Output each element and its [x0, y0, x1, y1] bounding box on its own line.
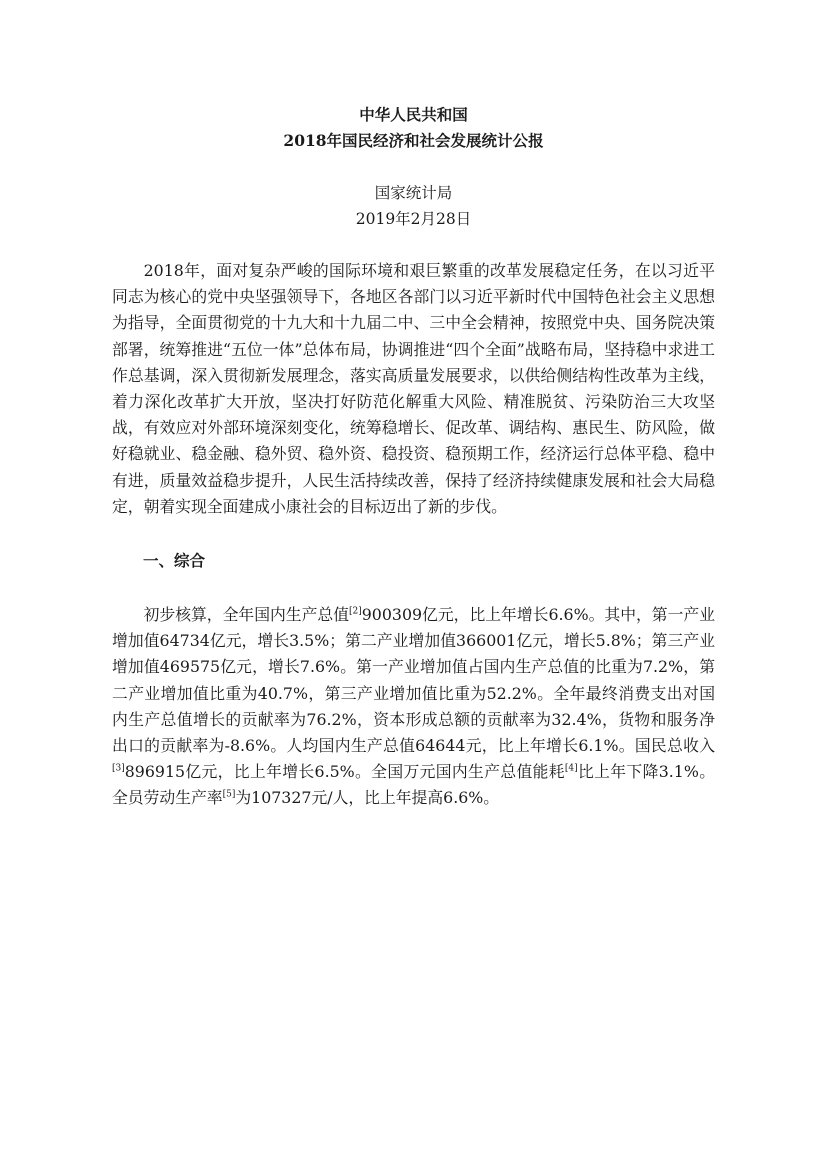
- document-title-line1: 中华人民共和国: [359, 105, 468, 124]
- document-title-line2: 2018年国民经济和社会发展统计公报: [283, 131, 544, 150]
- footnote-ref-5[interactable]: [5]: [222, 790, 236, 801]
- issuing-agency: 国家统计局: [374, 184, 453, 202]
- section-heading-overview: 一、综合: [143, 551, 206, 571]
- footnote-ref-3[interactable]: [3]: [112, 763, 125, 774]
- footnote-ref-2[interactable]: [2]: [349, 606, 362, 617]
- overview-text-e: 为107327元/人，比上年提高6.6%。: [235, 788, 500, 808]
- publish-date: 2019年2月28日: [355, 210, 472, 228]
- overview-text-d: 比上年下降3.1%。全员劳动生产率: [112, 762, 715, 808]
- footnote-ref-4[interactable]: [4]: [564, 763, 578, 774]
- document-meta: [112, 180, 715, 232]
- intro-paragraph: 2018年，面对复杂严峻的国际环境和艰巨繁重的改革发展稳定任务，在以习近平同志为核心的党中央坚强领导下，各地区各部门以习近平新时代中国特色社会主义思想为指导，全面贯彻党的十九大和十九届二中、三中全会精神，按照党中央、国务院决策部署，统筹推进“五位一体”总体布局，协调推进“四个全面”战略布局，坚持稳中求进工作总基调，深入贯彻新发展理念，落实高质量发展要求，以供给侧结构性改革为主线，着力深化改革扩大开放，坚决打好防范化解重大风险、精准脱贫、污染防治三大攻坚战，有效应对外部环境深刻变化，统筹稳增长、促改革、调结构、惠民生、防风险，做好稳就业、稳金融、稳外贸、稳外资、稳投资、稳预期工作，经济运行总体平稳、稳中有进，质量效益稳步提升，人民生活持续改善，保持了经济持续健康发展和社会大局稳定，朝着实现全面建成小康社会的目标迈出了新的步伐。: [112, 261, 715, 516]
- overview-paragraph: [112, 602, 715, 812]
- overview-text-c: 896915亿元，比上年增长6.5%。全国万元国内生产总值能耗: [124, 762, 565, 782]
- overview-text-a: 初步核算，全年国内生产总值: [143, 605, 349, 625]
- overview-text-b: 900309亿元，比上年增长6.6%。其中，第一产业增加值64734亿元，增长3.5%；第二产业增加值366001亿元，增长5.8%；第三产业增加值469575亿元，增长7.6%。第一产业增加值占国内生产总值的比重为7.2%，第二产业增加值比重为40.7%，第三产业增加值比重为52.2%。全年最终消费支出对国内生产总值增长的贡献率为76.2%，资本形成总额的贡献率为32.4%，货物和服务净出口的贡献率为-8.6%。人均国内生产总值64644元，比上年增长6.1%。国民总收入: [112, 605, 715, 756]
